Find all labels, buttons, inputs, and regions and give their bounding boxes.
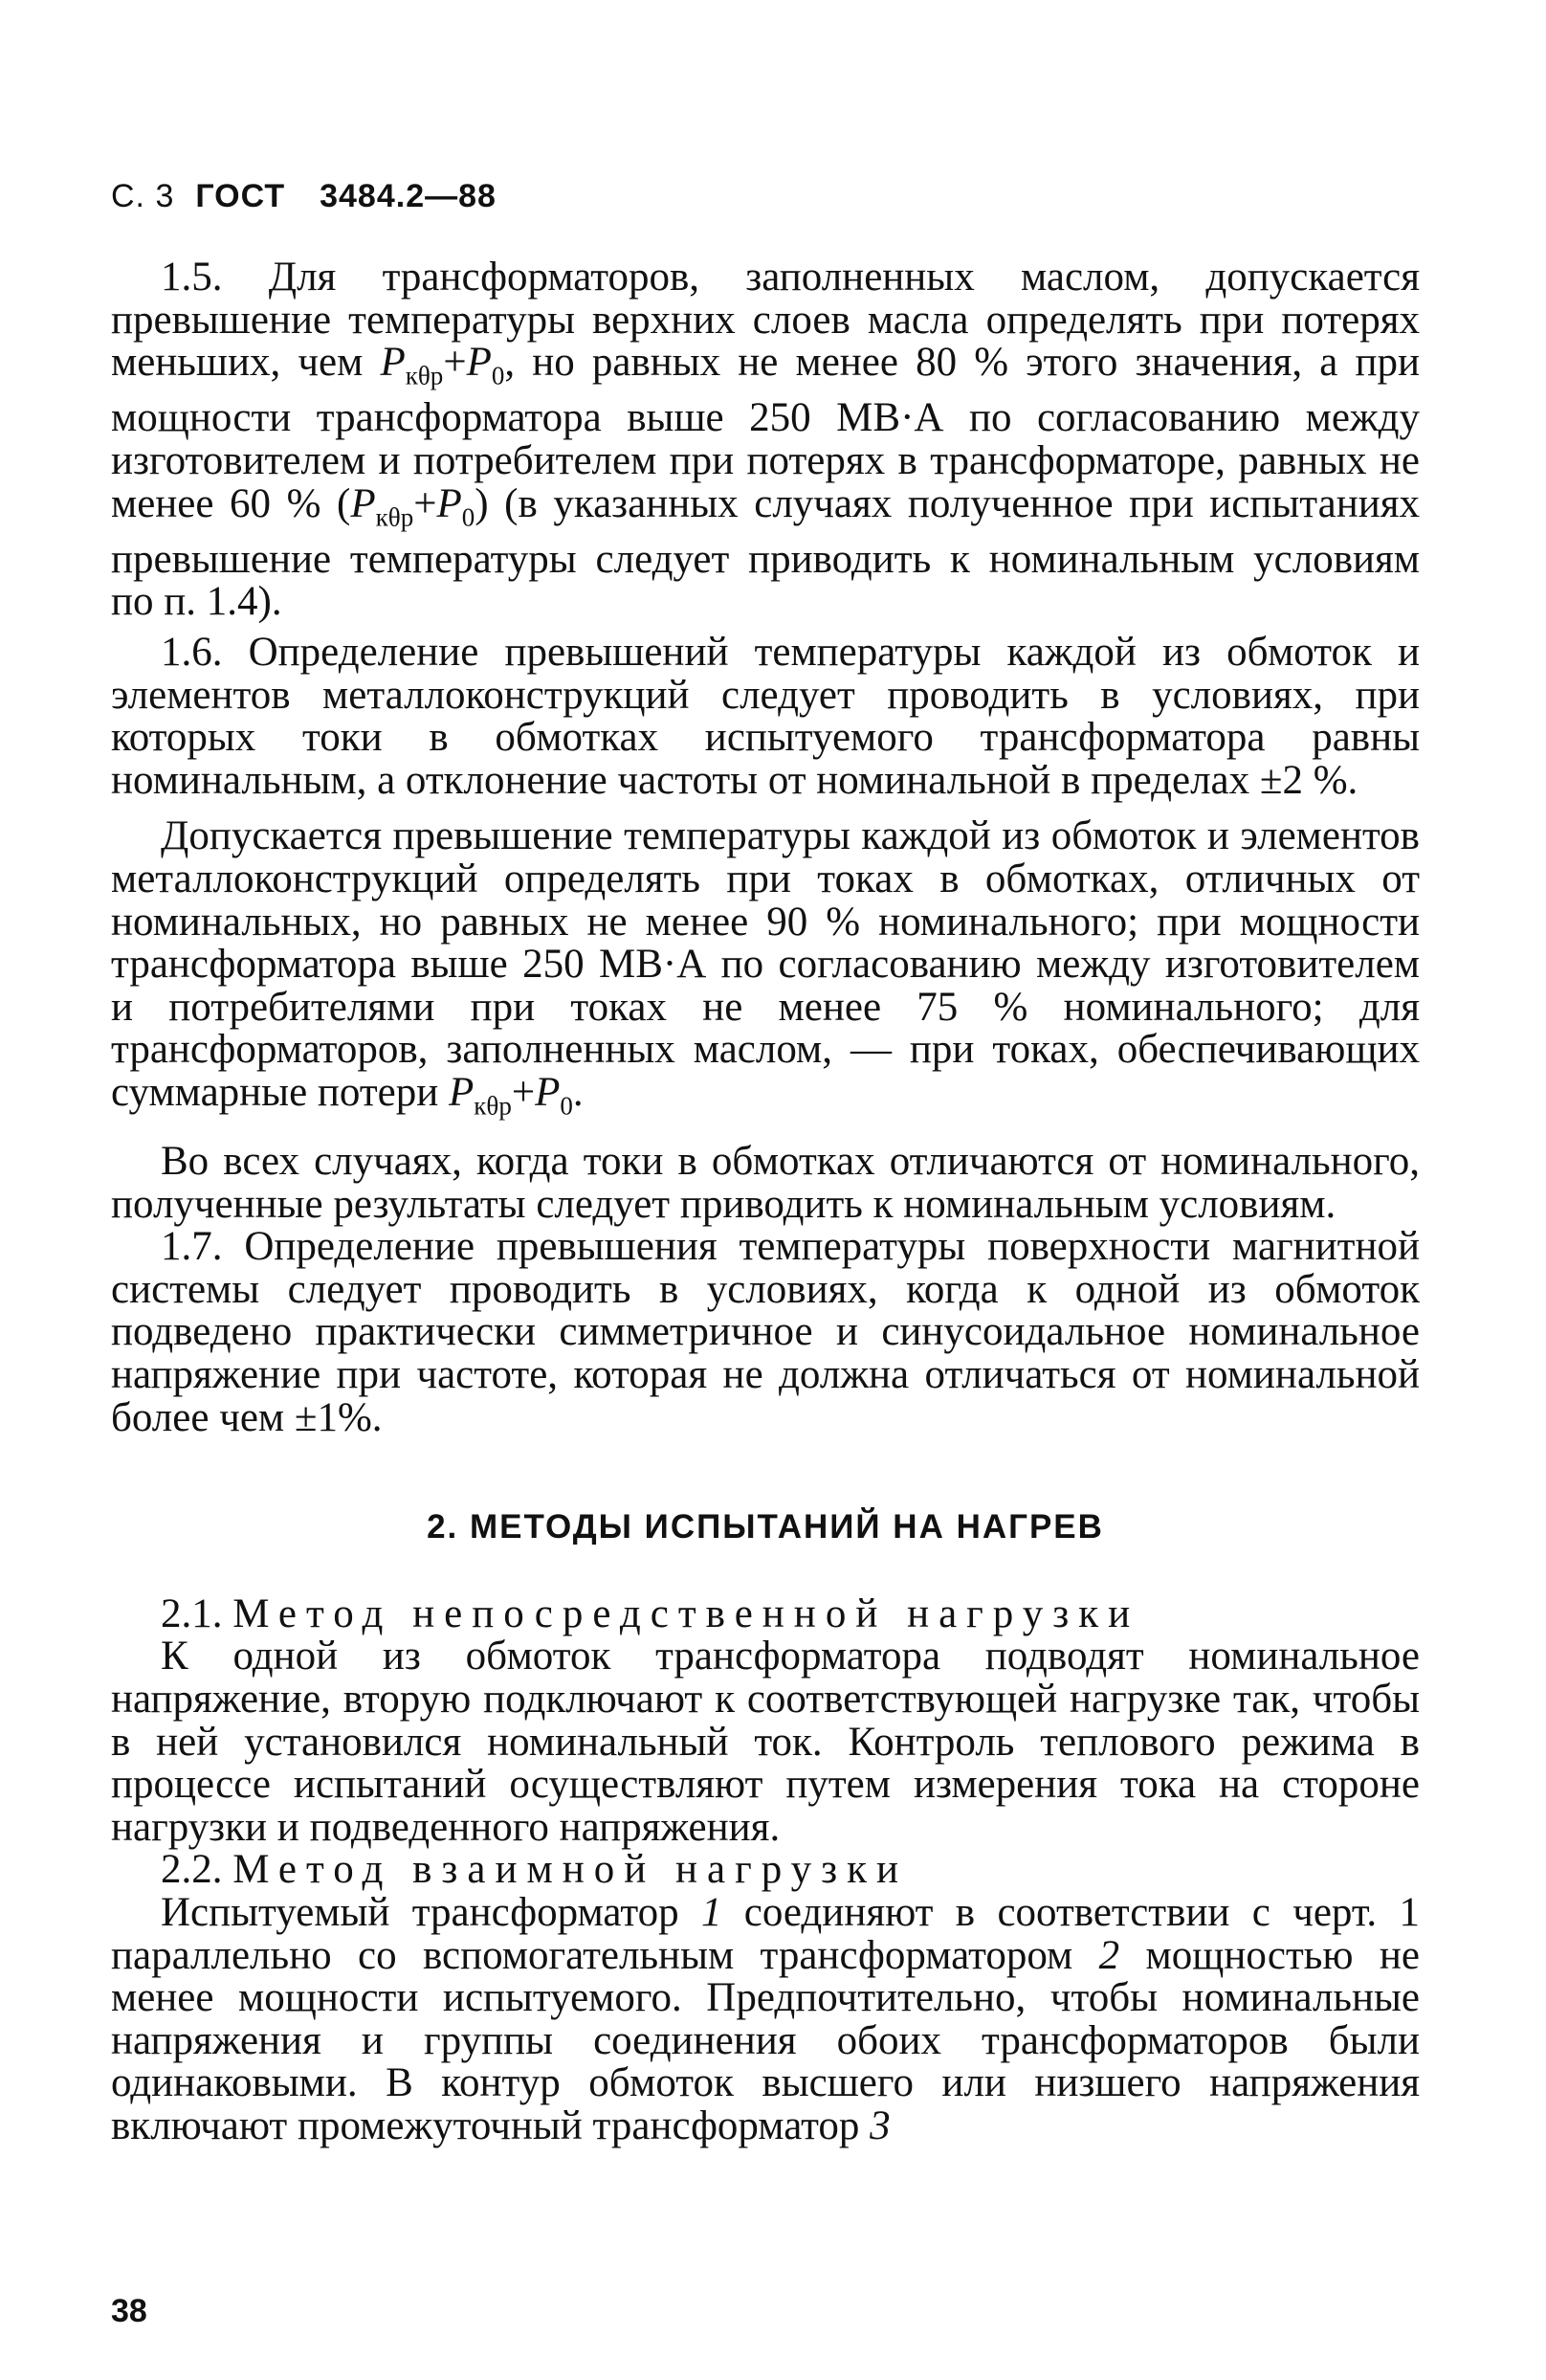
- ref-transformer-1: 1: [700, 1889, 722, 1935]
- subsection-2-2-title: Метод взаимной нагрузки: [232, 1847, 909, 1893]
- section-2-title: 2. МЕТОДЫ ИСПЫТАНИЙ НА НАГРЕВ: [427, 1508, 1104, 1546]
- document-body: [111, 256, 1420, 2148]
- subsection-2-1-heading: 2.1. Метод непосредственной нагрузки: [161, 1590, 1140, 1636]
- subsection-2-1-text: К одной из обмоток трансформатора подводят номинальное напряжение, вторую подключают к соответствующей нагрузке так, чтобы в ней установился номинальный ток. Контроль теплового режима в процессе испытаний осуществляют путем измерения тока на стороне нагрузки и подведенного напряжения.: [111, 1634, 1420, 1850]
- paragraph-1-6: 1.6. Определение превышений температуры каждой из обмоток и элементов металлоконструкций следует проводить в условиях, при которых токи в обмотках испытуемого трансформатора равны номинальным, а отклонение частоты от номинальной в пределах ±2 %.: [111, 629, 1420, 803]
- subsection-2-2-heading: 2.2. Метод взаимной нагрузки: [161, 1847, 909, 1893]
- page-label: С. 3: [111, 178, 175, 214]
- page-number: 38: [111, 2293, 147, 2329]
- paragraph-1-7: 1.7. Определение превышения температуры поверхности магнитной системы следует проводить в условиях, когда к одной из обмоток подведено практически симметричное и синусоидальное номинальное напряжение при частоте, которая не должна отличаться от номинальной более чем ±1%.: [111, 1224, 1420, 1440]
- page-header: [111, 178, 497, 215]
- paragraph-1-5: 1.5. Для трансформаторов, заполненных маслом, допускается превышение температуры верхних слоев масла определять при потерях меньших, чем $P_{к\theta р}+P_0$, но равных не менее 80 % этого значения, а при мощности трансформатора выше 250 МВ·А по согласованию между изготовителем и потребителем при потерях в трансформаторе, равных не менее 60 % $(P_{к\theta р}+P_0)$ (в указанных случаях полученное при испытаниях превышение температуры следует приводить к номинальным условиям по п. 1.4).: [111, 255, 1420, 625]
- standard-name: ГОСТ: [195, 178, 286, 214]
- subsection-2-2-text: Испытуемый трансформатор 1 соединяют в соответствии с черт. 1 параллельно со вспомогательным трансформатором 2 мощностью не менее мощности испытуемого. Предпочтительно, чтобы номинальные напряжения и группы соединения обоих трансформаторов были одинаковыми. В контур обмоток высшего или низшего напряжения включают промежуточный трансформатор 3: [111, 1889, 1421, 2148]
- ref-transformer-2: 2: [1098, 1932, 1120, 1978]
- subsection-2-1-title: Метод непосредственной нагрузки: [232, 1590, 1140, 1636]
- standard-number: 3484.2—88: [320, 178, 497, 214]
- ref-transformer-3: 3: [870, 2102, 891, 2148]
- paragraph-1-6-b: Допускается превышение температуры каждой из обмоток и элементов металлоконструкций определять при токах в обмотках, отличных от номинальных, но равных не менее 90 % номинального; при мощности трансформатора выше 250 МВ·А по согласованию между изготовителем и потребителями при токах не менее 75 % номинального; для трансформаторов, заполненных маслом, — при токах, обеспечивающих суммарные потери $P_{к\theta р}+P_0$.: [111, 813, 1420, 1121]
- paragraph-1-6-c: Во всех случаях, когда токи в обмотках отличаются от номинального, полученные результаты следует приводить к номинальным условиям.: [111, 1139, 1420, 1227]
